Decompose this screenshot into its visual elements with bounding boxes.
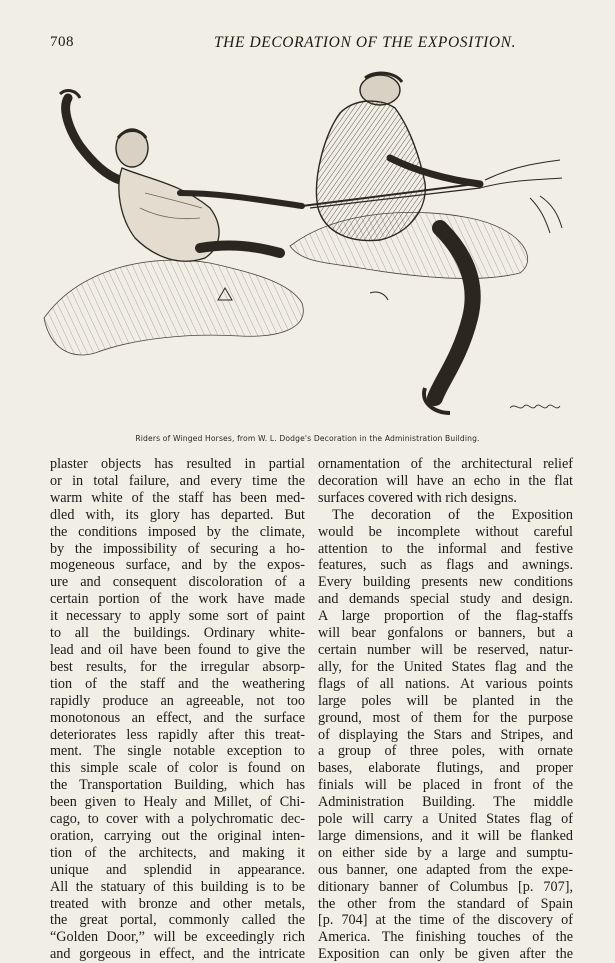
- text-line: ous banner, one adapted from the expe-: [318, 861, 573, 878]
- text-line: cago, to cover with a polychromatic dec-: [50, 811, 305, 828]
- text-line: rapidly produce an agreeable, not too: [50, 692, 305, 709]
- text-line: decoration will have an echo in the flat: [318, 472, 573, 489]
- text-line: surfaces covered with rich designs.: [318, 489, 517, 506]
- text-line: bases, elaborate flutings, and proper: [318, 760, 573, 777]
- text-line: plaster objects has resulted in partial: [50, 456, 305, 472]
- text-line: the great portal, commonly called the: [50, 912, 305, 929]
- text-line: tion of the staff and the weathering: [50, 675, 305, 692]
- text-line: mogeneous surface, and by the expos-: [50, 557, 305, 574]
- text-line: oration, carrying out the original inten-: [50, 827, 305, 844]
- text-line: large poles will be planted in the: [318, 692, 573, 709]
- text-line: “Golden Door,” will be exceedingly rich: [50, 929, 305, 946]
- illustration-caption: Riders of Winged Horses, from W. L. Dodge's Decoration in the Administration Building.: [135, 434, 480, 443]
- text-line: it necessary to apply some sort of paint: [50, 608, 305, 625]
- text-line: been given to Healy and Millet, of Chi-: [50, 794, 305, 811]
- text-line: by the impossibility of securing a ho-: [50, 540, 305, 557]
- text-line: unique and splendid in appearance.: [50, 861, 305, 878]
- text-line: flags of all nations. At various points: [318, 675, 573, 692]
- text-line: ornamentation of the architectural relief: [318, 456, 573, 472]
- right-paragraph-2: [318, 507, 573, 963]
- text-line: large dimensions, and it will be flanked: [318, 827, 573, 844]
- text-line: pole will carry a United States flag of: [318, 811, 573, 828]
- text-line: and gorgeous in effect, and the intricate: [50, 946, 305, 963]
- text-line: features, such as flags and awnings.: [318, 557, 573, 574]
- text-line: Exposition can only be given after the: [318, 946, 573, 963]
- text-line: a group of three poles, with ornate: [318, 743, 573, 760]
- text-line: on either side by a large and sumptu-: [318, 844, 573, 861]
- text-line: ment. The single notable exception to: [50, 743, 305, 760]
- text-line: The decoration of the Exposition: [332, 506, 573, 523]
- page-header: [50, 34, 580, 56]
- text-line: tion of the architects, and making it: [50, 844, 305, 861]
- engraving-illustration: [40, 68, 575, 428]
- artist-signature: [510, 405, 560, 408]
- text-line: dled with, its glory has departed. But: [50, 506, 305, 523]
- text-line: treated with bronze and other metals,: [50, 895, 305, 912]
- right-text-column: [318, 456, 573, 963]
- text-line: to all the buildings. Ordinary white-: [50, 625, 305, 642]
- text-line: attention to the informal and festive: [318, 540, 573, 557]
- text-line: ground, most of them for the purpose: [318, 709, 573, 726]
- text-line: or in total failure, and every time the: [50, 472, 305, 489]
- text-line: ally, for the United States flag and the: [318, 658, 573, 675]
- text-line: certain number will be reserved, natur-: [318, 641, 573, 658]
- text-line: Administration Building. The middle: [318, 794, 573, 811]
- text-line: and demands special study and design.: [318, 591, 573, 608]
- text-line: certain portion of the work have made: [50, 591, 305, 608]
- text-line: monotonous an effect, and the surface: [50, 709, 305, 726]
- text-line: the other from the standard of Spain: [318, 895, 573, 912]
- running-title: THE DECORATION OF THE EXPOSITION.: [213, 34, 517, 51]
- text-line: [p. 704] at the time of the discovery of: [318, 912, 573, 929]
- text-line: this simple scale of color is found on: [50, 760, 305, 777]
- text-line: A large proportion of the flag-staffs: [318, 608, 573, 625]
- text-line: Every building presents new conditions: [318, 574, 573, 591]
- right-rider-back: [317, 101, 426, 240]
- text-line: finials will be placed in front of the: [318, 777, 573, 794]
- text-line: lead and oil have been found to give the: [50, 641, 305, 658]
- left-text-column: [50, 456, 305, 963]
- text-line: ditionary banner of Columbus [p. 707],: [318, 878, 573, 895]
- text-line: of displaying the Stars and Stripes, and: [318, 726, 573, 743]
- text-line: America. The finishing touches of the: [318, 929, 573, 946]
- page-number: 708: [50, 34, 74, 50]
- text-line: warm white of the staff has been med-: [50, 489, 305, 506]
- left-rider-raised-arm: [66, 98, 120, 180]
- text-line: will bear gonfalons or banners, but a: [318, 625, 573, 642]
- text-line: All the statuary of this building is to be: [50, 878, 305, 895]
- text-line: the Transportation Building, which has: [50, 777, 305, 794]
- text-line: best results, for the irregular absorp-: [50, 658, 305, 675]
- text-line: deteriorates less rapidly after this treat-: [50, 726, 305, 743]
- text-line: the conditions imposed by the climate,: [50, 523, 305, 540]
- text-line: would be incomplete without careful: [318, 523, 573, 540]
- left-horse-back: [44, 260, 303, 355]
- right-rider-head: [360, 75, 400, 105]
- left-paragraph: [50, 456, 305, 963]
- right-paragraph-1: [318, 456, 573, 507]
- text-line: ure and consequent discoloration of a: [50, 574, 305, 591]
